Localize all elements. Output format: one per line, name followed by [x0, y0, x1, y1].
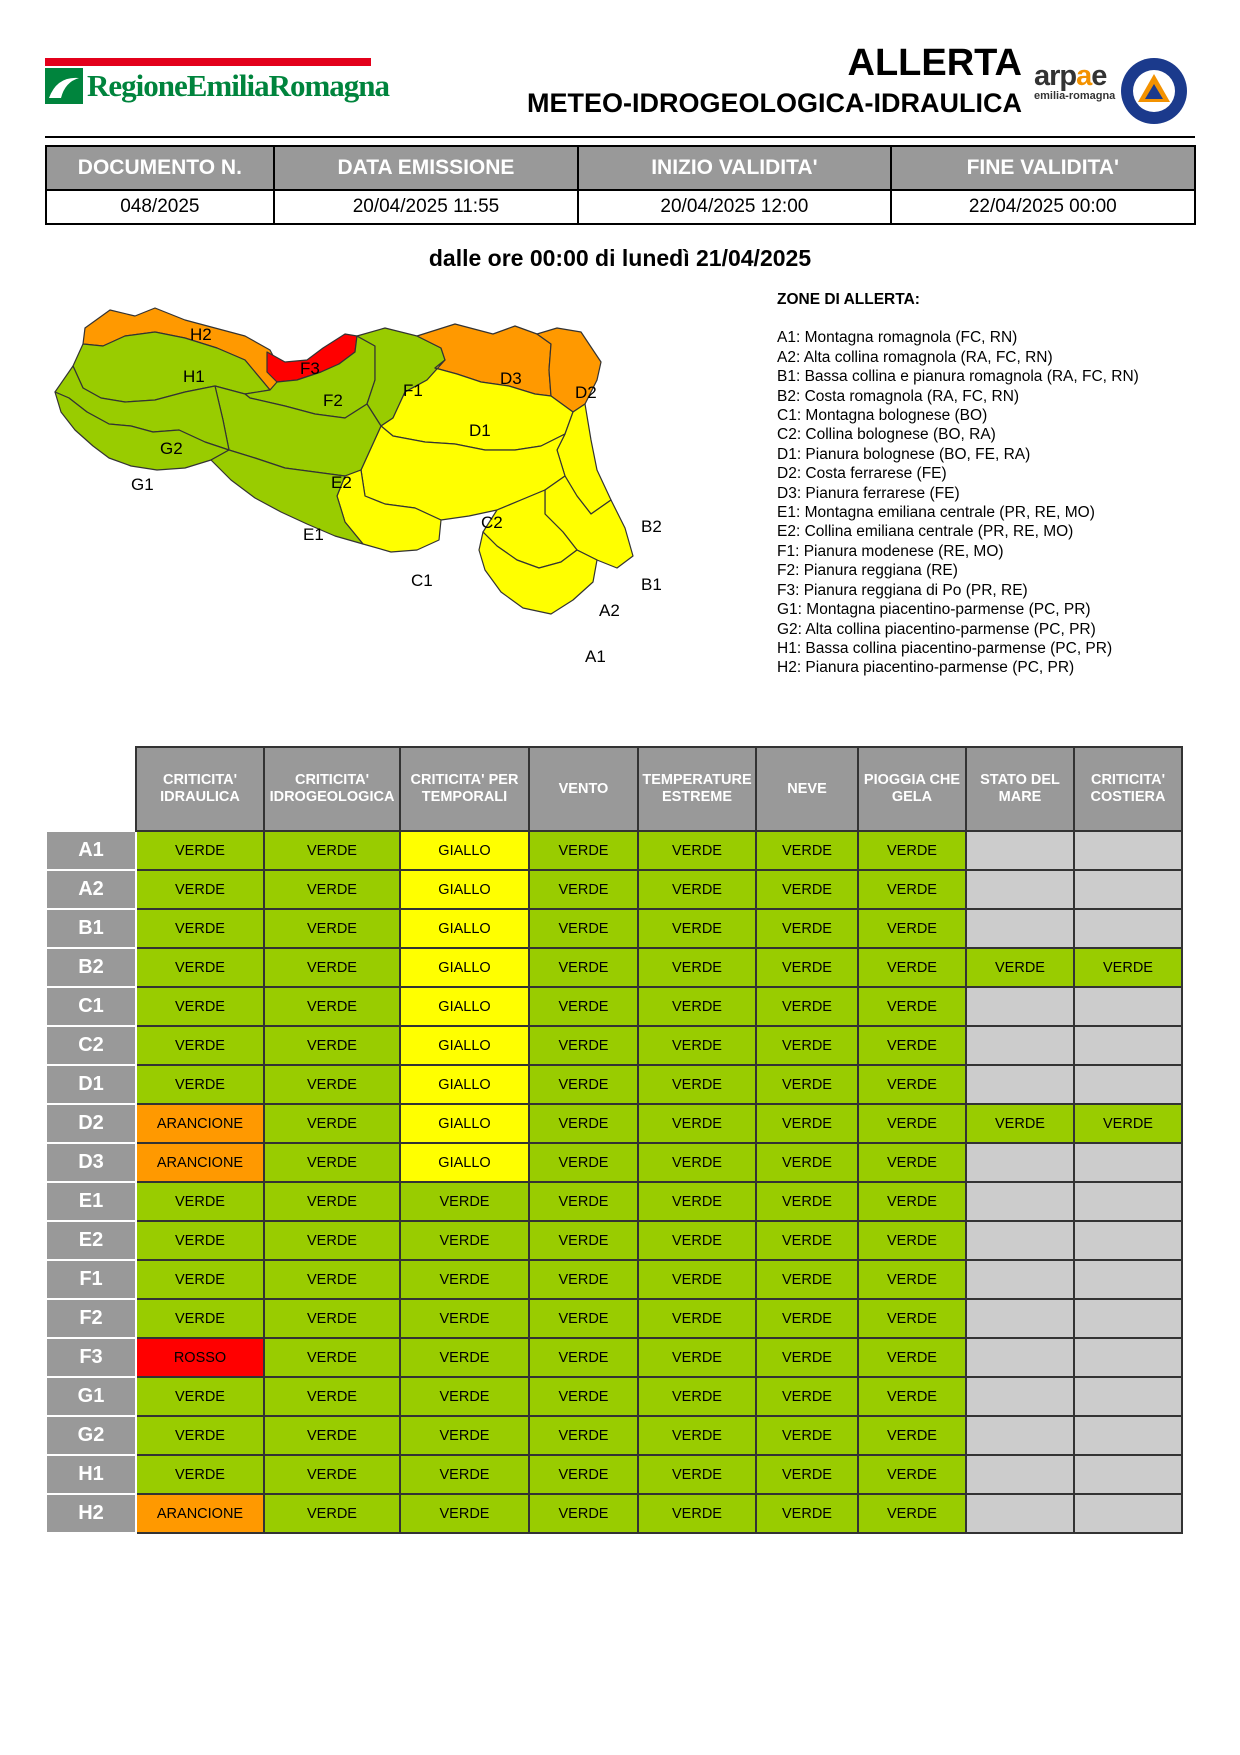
alert-level-cell: VERDE [858, 1026, 966, 1065]
region-logo-emblem-icon [45, 68, 83, 104]
table-row [46, 1065, 1182, 1104]
alert-empty-cell [966, 1338, 1074, 1377]
map-label-e2: E2 [331, 473, 352, 492]
alert-level-cell: VERDE [529, 987, 638, 1026]
table-row [46, 1377, 1182, 1416]
zone-code-cell: D2 [46, 1104, 136, 1143]
alert-level-cell: VERDE [858, 1455, 966, 1494]
alert-level-cell: VERDE [858, 1104, 966, 1143]
zone-code-cell: B1 [46, 909, 136, 948]
alert-empty-cell [1074, 909, 1182, 948]
page-title: ALLERTA [847, 42, 1022, 84]
table-row [46, 1104, 1182, 1143]
alert-empty-cell [1074, 1494, 1182, 1533]
alert-empty-cell [1074, 1455, 1182, 1494]
alert-level-cell: VERDE [264, 1494, 400, 1533]
table-row [46, 948, 1182, 987]
zone-legend-title: ZONE DI ALLERTA: [777, 291, 920, 308]
document-info-value-row [46, 190, 1195, 224]
alert-level-cell: VERDE [136, 870, 264, 909]
alert-level-cell: VERDE [136, 987, 264, 1026]
issue-date-value: 20/04/2025 11:55 [274, 190, 578, 224]
region-logo-red-bar [45, 58, 371, 66]
alert-level-cell: VERDE [858, 1143, 966, 1182]
alert-level-cell: VERDE [264, 1065, 400, 1104]
alert-level-cell: VERDE [529, 1065, 638, 1104]
alert-empty-cell [966, 1221, 1074, 1260]
map-label-a2: A2 [599, 601, 620, 620]
alert-empty-cell [966, 909, 1074, 948]
alert-level-cell: VERDE [136, 831, 264, 870]
alert-level-cell: VERDE [529, 1260, 638, 1299]
alert-level-cell: VERDE [136, 1299, 264, 1338]
alert-level-cell: VERDE [756, 1143, 858, 1182]
document-info-table [45, 145, 1196, 225]
alert-empty-cell [966, 1455, 1074, 1494]
zone-legend-item: F3: Pianura reggiana di Po (PR, RE) [777, 581, 1028, 599]
alert-level-cell: VERDE [400, 1338, 529, 1377]
alert-level-cell: VERDE [638, 870, 756, 909]
table-row [46, 1299, 1182, 1338]
document-number-value: 048/2025 [46, 190, 274, 224]
civil-protection-logo-icon [1120, 57, 1188, 125]
alert-level-cell: VERDE [529, 1143, 638, 1182]
alert-level-cell: VERDE [858, 1416, 966, 1455]
alert-level-cell: VERDE [858, 987, 966, 1026]
alert-level-cell: VERDE [858, 1221, 966, 1260]
table-row [46, 1260, 1182, 1299]
alert-level-cell: VERDE [400, 1260, 529, 1299]
zone-code-cell: F1 [46, 1260, 136, 1299]
alert-level-cell: VERDE [1074, 948, 1182, 987]
zone-legend-item: B2: Costa romagnola (RA, FC, RN) [777, 387, 1020, 405]
alert-level-cell: VERDE [756, 1104, 858, 1143]
zone-legend-list [777, 328, 1139, 677]
alert-level-cell: VERDE [858, 1338, 966, 1377]
zone-legend-item: F2: Pianura reggiana (RE) [777, 562, 958, 580]
region-logo-text: RegioneEmiliaRomagna [87, 68, 390, 103]
alert-level-cell: VERDE [638, 1416, 756, 1455]
alert-empty-cell [1074, 1416, 1182, 1455]
alert-level-cell: VERDE [529, 870, 638, 909]
alert-level-cell: VERDE [529, 1377, 638, 1416]
zone-legend-item: F1: Pianura modenese (RE, MO) [777, 542, 1004, 560]
zone-code-cell: H2 [46, 1494, 136, 1533]
alert-level-cell: VERDE [638, 1143, 756, 1182]
zone-legend-item: B1: Bassa collina e pianura romagnola (RA, FC, RN) [777, 368, 1139, 386]
alert-level-cell: GIALLO [400, 1143, 529, 1182]
alert-table-corner [46, 747, 136, 831]
map-label-c2: C2 [481, 513, 503, 532]
map-label-b1: B1 [641, 575, 662, 594]
alert-empty-cell [966, 987, 1074, 1026]
alert-level-cell: VERDE [529, 831, 638, 870]
alert-level-cell: VERDE [264, 1182, 400, 1221]
alert-level-cell: VERDE [966, 1104, 1074, 1143]
alert-empty-cell [966, 831, 1074, 870]
table-row [46, 1026, 1182, 1065]
zone-code-cell: H1 [46, 1455, 136, 1494]
alert-level-cell: VERDE [136, 1026, 264, 1065]
alert-level-cell: VERDE [400, 1416, 529, 1455]
alert-column-header: VENTO [529, 747, 638, 831]
document-info-header-row [46, 146, 1195, 190]
page-subtitle: METEO-IDROGEOLOGICA-IDRAULICA [527, 88, 1022, 118]
zone-legend [777, 290, 1139, 678]
alert-table-header-row [46, 747, 1182, 831]
alert-column-header: CRITICITA' PER TEMPORALI [400, 747, 529, 831]
zone-code-cell: B2 [46, 948, 136, 987]
map-label-h1: H1 [183, 367, 205, 386]
zone-code-cell: C1 [46, 987, 136, 1026]
alert-column-header: CRITICITA' IDROGEOLOGICA [264, 747, 400, 831]
arpae-logo [1034, 62, 1124, 102]
alert-level-cell: VERDE [529, 1182, 638, 1221]
alert-column-header: TEMPERATURE ESTREME [638, 747, 756, 831]
alert-empty-cell [1074, 831, 1182, 870]
alert-empty-cell [966, 870, 1074, 909]
map-label-f3: F3 [300, 359, 320, 378]
alert-column-header: CRITICITA' IDRAULICA [136, 747, 264, 831]
alert-level-cell: VERDE [264, 1104, 400, 1143]
alert-level-cell: VERDE [756, 987, 858, 1026]
table-row [46, 1182, 1182, 1221]
table-row [46, 831, 1182, 870]
zone-legend-item: G2: Alta collina piacentino-parmense (PC, PR) [777, 620, 1096, 638]
alert-level-cell: VERDE [756, 1494, 858, 1533]
alert-level-cell: VERDE [1074, 1104, 1182, 1143]
zone-code-cell: G2 [46, 1416, 136, 1455]
alert-level-cell: VERDE [136, 1182, 264, 1221]
alert-level-cell: VERDE [136, 1455, 264, 1494]
alert-level-cell: VERDE [400, 1221, 529, 1260]
alert-level-cell: VERDE [638, 1377, 756, 1416]
zone-legend-item: E2: Collina emiliana centrale (PR, RE, MO) [777, 523, 1074, 541]
alert-empty-cell [966, 1182, 1074, 1221]
alert-level-cell: VERDE [756, 1260, 858, 1299]
zone-code-cell: E1 [46, 1182, 136, 1221]
zone-legend-item: G1: Montagna piacentino-parmense (PC, PR) [777, 601, 1091, 619]
alert-empty-cell [1074, 1260, 1182, 1299]
zone-code-cell: D3 [46, 1143, 136, 1182]
validity-start-header: INIZIO VALIDITA' [578, 146, 890, 190]
zone-legend-item: D1: Pianura bolognese (BO, FE, RA) [777, 445, 1031, 463]
alert-level-cell: GIALLO [400, 987, 529, 1026]
header-divider [45, 136, 1195, 138]
alert-level-cell: VERDE [264, 1221, 400, 1260]
zone-code-cell: A1 [46, 831, 136, 870]
alert-level-cell: VERDE [264, 1377, 400, 1416]
zone-code-cell: E2 [46, 1221, 136, 1260]
alert-level-cell: VERDE [638, 1065, 756, 1104]
alert-level-cell: VERDE [400, 1299, 529, 1338]
alert-level-cell: VERDE [638, 1455, 756, 1494]
alert-level-cell: GIALLO [400, 831, 529, 870]
zone-code-cell: D1 [46, 1065, 136, 1104]
validity-end-value: 22/04/2025 00:00 [891, 190, 1195, 224]
alert-empty-cell [966, 1143, 1074, 1182]
alert-level-cell: GIALLO [400, 870, 529, 909]
alert-level-cell: VERDE [136, 1221, 264, 1260]
map-label-b2: B2 [641, 517, 662, 536]
alert-level-cell: VERDE [400, 1455, 529, 1494]
map-label-f1: F1 [403, 381, 423, 400]
alert-level-cell: GIALLO [400, 1065, 529, 1104]
alert-level-cell: VERDE [858, 1377, 966, 1416]
alert-level-cell: GIALLO [400, 909, 529, 948]
zone-code-cell: F2 [46, 1299, 136, 1338]
alert-level-cell: VERDE [264, 1338, 400, 1377]
zone-code-cell: F3 [46, 1338, 136, 1377]
alert-level-cell: VERDE [756, 948, 858, 987]
alert-level-cell: VERDE [966, 948, 1074, 987]
map-label-g1: G1 [131, 475, 154, 494]
alert-level-cell: VERDE [638, 1260, 756, 1299]
alert-column-header: CRITICITA' COSTIERA [1074, 747, 1182, 831]
table-row [46, 1221, 1182, 1260]
alert-level-cell: VERDE [756, 1221, 858, 1260]
alert-column-header: PIOGGIA CHE GELA [858, 747, 966, 831]
alert-level-cell: VERDE [756, 1377, 858, 1416]
alert-level-cell: VERDE [264, 1143, 400, 1182]
alert-level-cell: VERDE [858, 1182, 966, 1221]
alert-level-cell: VERDE [756, 1455, 858, 1494]
alert-empty-cell [1074, 1221, 1182, 1260]
alert-level-cell: VERDE [638, 909, 756, 948]
arpae-logo-text: arpae [1034, 60, 1107, 92]
validity-end-header: FINE VALIDITA' [891, 146, 1195, 190]
alert-level-cell: VERDE [858, 948, 966, 987]
table-row [46, 1143, 1182, 1182]
alert-level-cell: VERDE [136, 948, 264, 987]
alert-empty-cell [966, 1065, 1074, 1104]
alert-level-cell: VERDE [858, 1299, 966, 1338]
table-row [46, 987, 1182, 1026]
alert-empty-cell [966, 1416, 1074, 1455]
zone-code-cell: A2 [46, 870, 136, 909]
zone-legend-item: A1: Montagna romagnola (FC, RN) [777, 329, 1018, 347]
issue-date-header: DATA EMISSIONE [274, 146, 578, 190]
alert-zones-map [45, 300, 705, 700]
alert-empty-cell [966, 1299, 1074, 1338]
alert-level-cell: VERDE [858, 909, 966, 948]
alert-level-cell: ARANCIONE [136, 1494, 264, 1533]
alert-level-cell: VERDE [858, 831, 966, 870]
map-label-f2: F2 [323, 391, 343, 410]
zone-legend-item: E1: Montagna emiliana centrale (PR, RE, MO) [777, 504, 1095, 522]
alert-level-cell: VERDE [136, 1377, 264, 1416]
alert-table-body [46, 831, 1182, 1533]
alert-level-cell: VERDE [756, 1065, 858, 1104]
alert-level-cell: VERDE [264, 1260, 400, 1299]
alert-level-cell: ARANCIONE [136, 1104, 264, 1143]
alert-level-cell: VERDE [400, 1182, 529, 1221]
alert-level-cell: VERDE [756, 1416, 858, 1455]
alert-level-cell: VERDE [638, 831, 756, 870]
alert-level-cell: VERDE [264, 909, 400, 948]
zone-legend-item: C2: Collina bolognese (BO, RA) [777, 426, 996, 444]
alert-level-cell: VERDE [858, 870, 966, 909]
alert-level-cell: VERDE [638, 1026, 756, 1065]
alert-level-cell: VERDE [638, 1299, 756, 1338]
alert-level-cell: VERDE [529, 1104, 638, 1143]
alert-level-cell: VERDE [638, 1104, 756, 1143]
zone-code-cell: C2 [46, 1026, 136, 1065]
table-row [46, 1494, 1182, 1533]
alert-level-cell: VERDE [264, 1416, 400, 1455]
alert-level-cell: VERDE [756, 1026, 858, 1065]
alert-column-header: STATO DEL MARE [966, 747, 1074, 831]
zone-legend-item: C1: Montagna bolognese (BO) [777, 407, 988, 425]
alert-level-cell: VERDE [638, 1182, 756, 1221]
alert-empty-cell [966, 1260, 1074, 1299]
alert-level-cell: VERDE [529, 948, 638, 987]
alert-level-cell: VERDE [529, 909, 638, 948]
alert-empty-cell [1074, 1338, 1182, 1377]
validity-start-value: 20/04/2025 12:00 [578, 190, 890, 224]
alert-level-cell: VERDE [756, 1338, 858, 1377]
alert-level-cell: VERDE [264, 1455, 400, 1494]
alert-level-cell: VERDE [264, 948, 400, 987]
alert-level-cell: VERDE [529, 1455, 638, 1494]
map-label-g2: G2 [160, 439, 183, 458]
table-row [46, 909, 1182, 948]
alert-column-header: NEVE [756, 747, 858, 831]
alert-level-cell: VERDE [756, 909, 858, 948]
alert-level-cell: VERDE [529, 1299, 638, 1338]
alert-level-cell: ARANCIONE [136, 1143, 264, 1182]
alert-empty-cell [1074, 1182, 1182, 1221]
alert-level-cell: VERDE [264, 1299, 400, 1338]
alert-level-cell: GIALLO [400, 1104, 529, 1143]
alert-level-cell: VERDE [264, 1026, 400, 1065]
alert-level-cell: VERDE [756, 1299, 858, 1338]
document-number-header: DOCUMENTO N. [46, 146, 274, 190]
table-row [46, 1455, 1182, 1494]
alert-level-cell: VERDE [264, 870, 400, 909]
alert-level-cell: VERDE [756, 870, 858, 909]
alert-level-cell: ROSSO [136, 1338, 264, 1377]
map-label-d3: D3 [500, 369, 522, 388]
map-label-c1: C1 [411, 571, 433, 590]
table-row [46, 870, 1182, 909]
alert-empty-cell [1074, 1143, 1182, 1182]
map-label-e1: E1 [303, 525, 324, 544]
map-label-h2: H2 [190, 325, 212, 344]
map-label-d2: D2 [575, 383, 597, 402]
alert-level-cell: VERDE [529, 1416, 638, 1455]
alert-level-cell: VERDE [400, 1377, 529, 1416]
alert-level-cell: VERDE [400, 1494, 529, 1533]
zone-legend-item: H1: Bassa collina piacentino-parmense (PC, PR) [777, 639, 1113, 657]
map-label-a1: A1 [585, 647, 606, 666]
alert-level-cell: VERDE [529, 1338, 638, 1377]
alert-level-cell: GIALLO [400, 1026, 529, 1065]
zone-legend-item: D2: Costa ferrarese (FE) [777, 465, 947, 483]
alert-level-cell: VERDE [264, 831, 400, 870]
validity-period-heading: dalle ore 00:00 di lunedì 21/04/2025 [428, 245, 812, 271]
alert-empty-cell [1074, 987, 1182, 1026]
alert-level-cell: GIALLO [400, 948, 529, 987]
alert-level-cell: VERDE [529, 1026, 638, 1065]
zone-legend-item: H2: Pianura piacentino-parmense (PC, PR) [777, 659, 1075, 677]
arpae-logo-subtext: emilia-romagna [1034, 90, 1116, 102]
alert-empty-cell [966, 1377, 1074, 1416]
alert-level-cell: VERDE [264, 987, 400, 1026]
alert-level-cell: VERDE [756, 1182, 858, 1221]
zone-legend-item: D3: Pianura ferrarese (FE) [777, 484, 960, 502]
alert-level-cell: VERDE [638, 1338, 756, 1377]
region-logo [45, 58, 390, 108]
zone-legend-item: A2: Alta collina romagnola (RA, FC, RN) [777, 348, 1053, 366]
table-row [46, 1416, 1182, 1455]
alert-empty-cell [1074, 1377, 1182, 1416]
alert-level-cell: VERDE [136, 1416, 264, 1455]
zone-code-cell: G1 [46, 1377, 136, 1416]
alert-empty-cell [1074, 1026, 1182, 1065]
alert-levels-table [45, 746, 1183, 1534]
alert-level-cell: VERDE [756, 831, 858, 870]
alert-level-cell: VERDE [858, 1065, 966, 1104]
alert-level-cell: VERDE [858, 1260, 966, 1299]
alert-empty-cell [966, 1026, 1074, 1065]
alert-level-cell: VERDE [136, 909, 264, 948]
alert-level-cell: VERDE [638, 987, 756, 1026]
alert-empty-cell [1074, 1299, 1182, 1338]
map-label-d1: D1 [469, 421, 491, 440]
alert-level-cell: VERDE [638, 1494, 756, 1533]
alert-level-cell: VERDE [858, 1494, 966, 1533]
alert-level-cell: VERDE [638, 1221, 756, 1260]
alert-level-cell: VERDE [638, 948, 756, 987]
alert-level-cell: VERDE [136, 1260, 264, 1299]
alert-level-cell: VERDE [529, 1494, 638, 1533]
alert-level-cell: VERDE [529, 1221, 638, 1260]
alert-empty-cell [1074, 1065, 1182, 1104]
alert-empty-cell [1074, 870, 1182, 909]
alert-empty-cell [966, 1494, 1074, 1533]
alert-level-cell: VERDE [136, 1065, 264, 1104]
table-row [46, 1338, 1182, 1377]
